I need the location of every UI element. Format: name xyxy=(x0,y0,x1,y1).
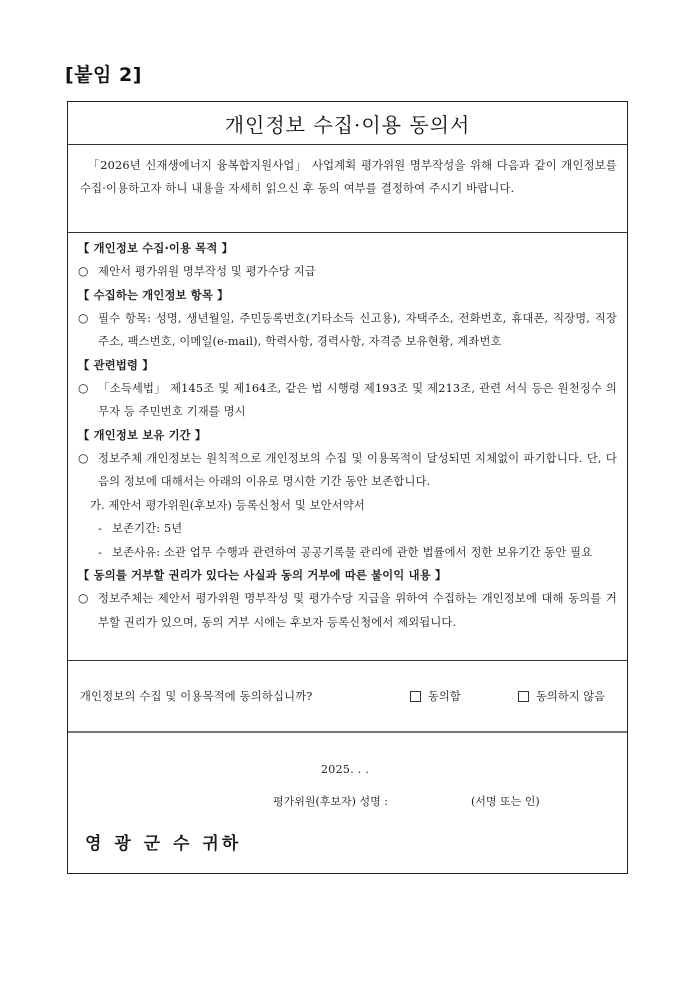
circle-bullet-icon: ○ xyxy=(78,380,89,395)
agree-checkbox[interactable] xyxy=(410,691,421,702)
retention-period-text: 보존기간: 5년 xyxy=(112,522,183,535)
purpose-text: 제안서 평가위원 명부작성 및 평가수당 지급 xyxy=(98,265,316,278)
signer-name-label: 평가위원(후보자) 성명 : xyxy=(273,795,388,808)
consent-form-table xyxy=(67,101,628,874)
details-row xyxy=(68,233,627,661)
intro-row xyxy=(68,145,627,233)
form-title-row xyxy=(68,102,627,145)
retention-sub-item: 가. 제안서 평가위원(후보자) 등록신청서 및 보안서약서 xyxy=(90,498,365,512)
attachment-label: [붙임 2] xyxy=(65,64,142,86)
section-heading-refusal: 【 동의를 거부할 권리가 있다는 사실과 동의 거부에 따른 불이익 내용 】 xyxy=(78,569,447,582)
circle-bullet-icon: ○ xyxy=(78,591,89,605)
laws-text: 「소득세법」 제145조 및 제164조, 같은 법 시행령 제193조 및 제213조, 관련 서식 등은 원천징수 의무자 등 주민번호 기재를 명시 xyxy=(98,381,617,418)
agree-option[interactable] xyxy=(410,688,518,704)
retention-text: 정보주체 개인정보는 원칙적으로 개인정보의 수집 및 이용목적이 달성되면 지체없이 파기합니다. 단, 다음의 정보에 대해서는 아래의 이유로 명시한 기간 동안 보존합니다. xyxy=(98,451,617,488)
section-heading-laws: 【 관련법령 】 xyxy=(78,358,154,372)
laws-item xyxy=(78,377,617,424)
retention-period xyxy=(78,517,617,541)
purpose-item xyxy=(78,260,617,284)
section-heading-items: 【 수집하는 개인정보 항목 】 xyxy=(78,288,229,302)
circle-bullet-icon: ○ xyxy=(78,264,89,278)
dash-bullet-icon: - xyxy=(98,522,102,535)
circle-bullet-icon: ○ xyxy=(78,310,89,325)
disagree-checkbox[interactable] xyxy=(518,691,529,702)
consent-row xyxy=(68,661,627,733)
items-item xyxy=(78,307,617,354)
agree-label: 동의함 xyxy=(428,690,461,703)
signer-line xyxy=(273,793,540,809)
consent-question: 개인정보의 수집 및 이용목적에 동의하십니까? xyxy=(80,690,313,703)
disagree-option[interactable] xyxy=(518,688,605,704)
refusal-item xyxy=(78,587,617,634)
retention-reason xyxy=(78,541,617,565)
signature-row xyxy=(68,733,627,873)
recipient: 영 광 군 수 귀하 xyxy=(85,834,242,854)
intro-text: 「2026년 신재생에너지 융복합지원사업」 사업계획 평가위원 명부작성을 위해 다음과 같이 개인정보를 수집·이용하고자 하니 내용을 자세히 읽으신 후 동의 여부를 결정하여 주시기 바랍니다. xyxy=(80,159,617,195)
items-text: 필수 항목: 성명, 생년월일, 주민등록번호(기타소득 신고용), 자택주소, 전화번호, 휴대폰, 직장명, 직장주소, 팩스번호, 이메일(e-mail), 학력사항, 경력사항, 자격증 보유현황, 계좌번호 xyxy=(98,311,617,348)
retention-item xyxy=(78,447,617,494)
disagree-label: 동의하지 않음 xyxy=(536,690,606,703)
refusal-text: 정보주체는 제안서 평가위원 명부작성 및 평가수당 지급을 위하여 수집하는 개인정보에 대해 동의를 거부할 권리가 있으며, 동의 거부 시에는 후보자 등록신청에서 제외됩니다. xyxy=(98,592,617,629)
circle-bullet-icon: ○ xyxy=(78,450,89,465)
dash-bullet-icon: - xyxy=(98,545,102,559)
date-field[interactable]: 2025. . . xyxy=(321,763,370,776)
retention-reason-text: 보존사유: 소관 업무 수행과 관련하여 공공기록물 관리에 관한 법률에서 정한 보유기간 동안 필요 xyxy=(112,545,593,559)
section-heading-purpose: 【 개인정보 수집·이용 목적 】 xyxy=(78,242,234,255)
section-heading-retention: 【 개인정보 보유 기간 】 xyxy=(78,428,207,442)
form-title: 개인정보 수집·이용 동의서 xyxy=(224,112,471,137)
signature-hint: (서명 또는 인) xyxy=(471,795,540,808)
